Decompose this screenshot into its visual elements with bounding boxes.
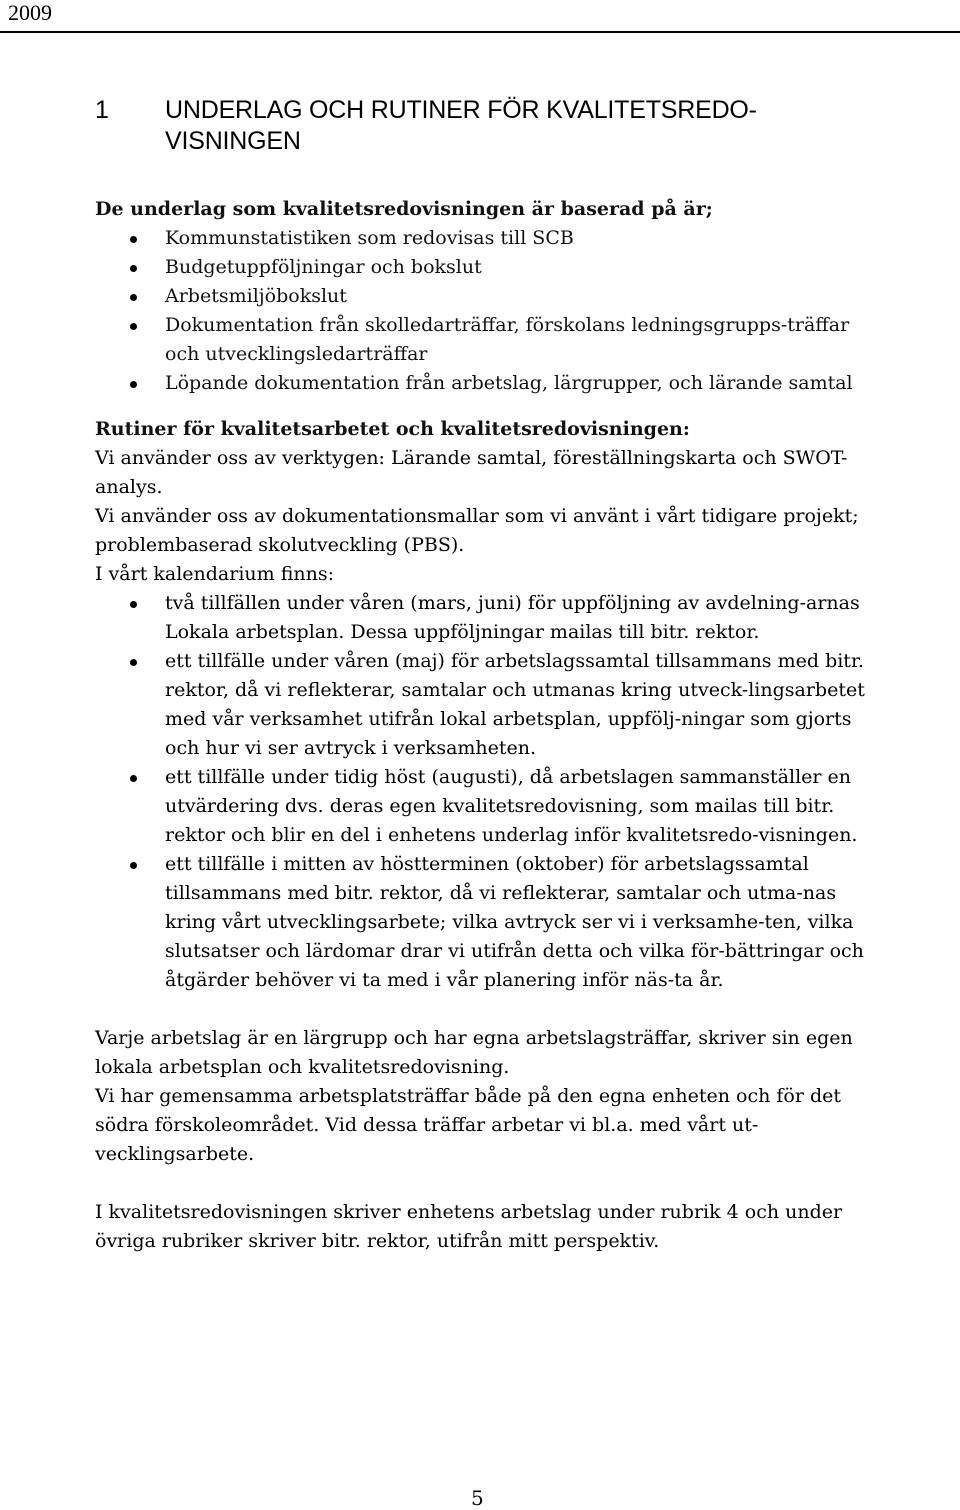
list-item-text: Dokumentation från skolledarträffar, förskolans ledningsgrupps-träffar och utvecklingsledarträffar [165,314,850,365]
bullet-icon [130,236,137,243]
calendar-list [95,589,875,995]
section-title-line-1: UNDERLAG OCH RUTINER FÖR KVALITETSREDO- [165,96,757,124]
intro-lead: De underlag som kvalitetsredovisningen är baserad på är; [95,198,713,220]
list-item [95,253,875,282]
calendar-lead: I vårt kalendarium finns: [95,563,335,585]
list-item-text: ett tillfälle i mitten av höstterminen (oktober) för arbetslagssamtal tillsammans med bitr. rektor, då vi reflekterar, samtalar och utma-nas kring vårt utvecklingsarbete; vilka avtryck ser vi i verksamhe-ten, vilka slutsatser och lärdomar drar vi utifrån detta och vilka för-bättringar och åtgärder behöver vi ta med i vår planering inför näs-ta år. [165,853,864,991]
bullet-icon [130,323,137,330]
page-number: 5 [471,1486,484,1510]
bullet-icon [130,775,137,782]
list-item-text: ett tillfälle under våren (maj) för arbetslagssamtal tillsammans med bitr. rektor, då vi reflekterar, samtalar och utmanas kring utveck-lingsarbetet med vår verksamhet utifrån lokal arbetsplan, uppfölj-ningar som gjorts och hur vi ser avtryck i verksamheten. [165,650,865,759]
list-item [95,224,875,253]
list-item [95,589,875,647]
section-title-line-2: VISNINGEN [165,127,301,155]
section-number: 1 [95,96,109,124]
intro-list [95,224,875,398]
list-item-text: Arbetsmiljöbokslut [165,285,347,307]
closing-paragraph-1: Varje arbetslag är en lärgrupp och har egna arbetslagsträffar, skriver sin egen lokala arbetsplan och kvalitetsredovisning. [95,1027,853,1078]
bullet-icon [130,265,137,272]
bullet-icon [130,601,137,608]
list-item [95,647,875,763]
routines-paragraph-2: Vi använder oss av dokumentationsmallar som vi använt i vårt tidigare projekt; problembaserad skolutveckling (PBS). [95,505,859,556]
closing-paragraph-3: I kvalitetsredovisningen skriver enhetens arbetslag under rubrik 4 och under övriga rubriker skriver bitr. rektor, utifrån mitt perspektiv. [95,1201,843,1252]
bullet-icon [130,862,137,869]
list-item [95,282,875,311]
routines-paragraph-1: Vi använder oss av verktygen: Lärande samtal, föreställningskarta och SWOT-analys. [95,447,848,498]
closing-paragraph-2: Vi har gemensamma arbetsplatsträffar både på den egna enheten och för det södra förskoleområdet. Vid dessa träffar arbetar vi bl.a. med vårt ut-vecklingsarbete. [95,1085,841,1165]
bullet-icon [130,381,137,388]
list-item [95,763,875,850]
list-item-text: Kommunstatistiken som redovisas till SCB [165,227,574,249]
list-item [95,369,875,398]
list-item-text: två tillfällen under våren (mars, juni) för uppföljning av avdelning-arnas Lokala arbetsplan. Dessa uppföljningar mailas till bitr. rektor. [165,592,860,643]
spacer [95,995,875,1024]
list-item-text: ett tillfälle under tidig höst (augusti), då arbetslagen sammanställer en utvärdering dvs. deras egen kvalitetsredovisning, som mailas till bitr. rektor och blir en del i enhetens underlag inför kvalitetsredo-visningen. [165,766,858,846]
list-item [95,850,875,995]
section-title [165,95,885,157]
bullet-icon [130,294,137,301]
header-divider [0,31,960,33]
routines-title: Rutiner för kvalitetsarbetet och kvalitetsredovisningen: [95,418,690,440]
list-item [95,311,875,369]
bullet-icon [130,659,137,666]
header-year: 2009 [8,0,52,25]
spacer [95,1169,875,1198]
list-item-text: Budgetuppföljningar och bokslut [165,256,482,278]
document-body [95,195,875,1256]
list-item-text: Löpande dokumentation från arbetslag, lärgrupper, och lärande samtal [165,372,853,394]
